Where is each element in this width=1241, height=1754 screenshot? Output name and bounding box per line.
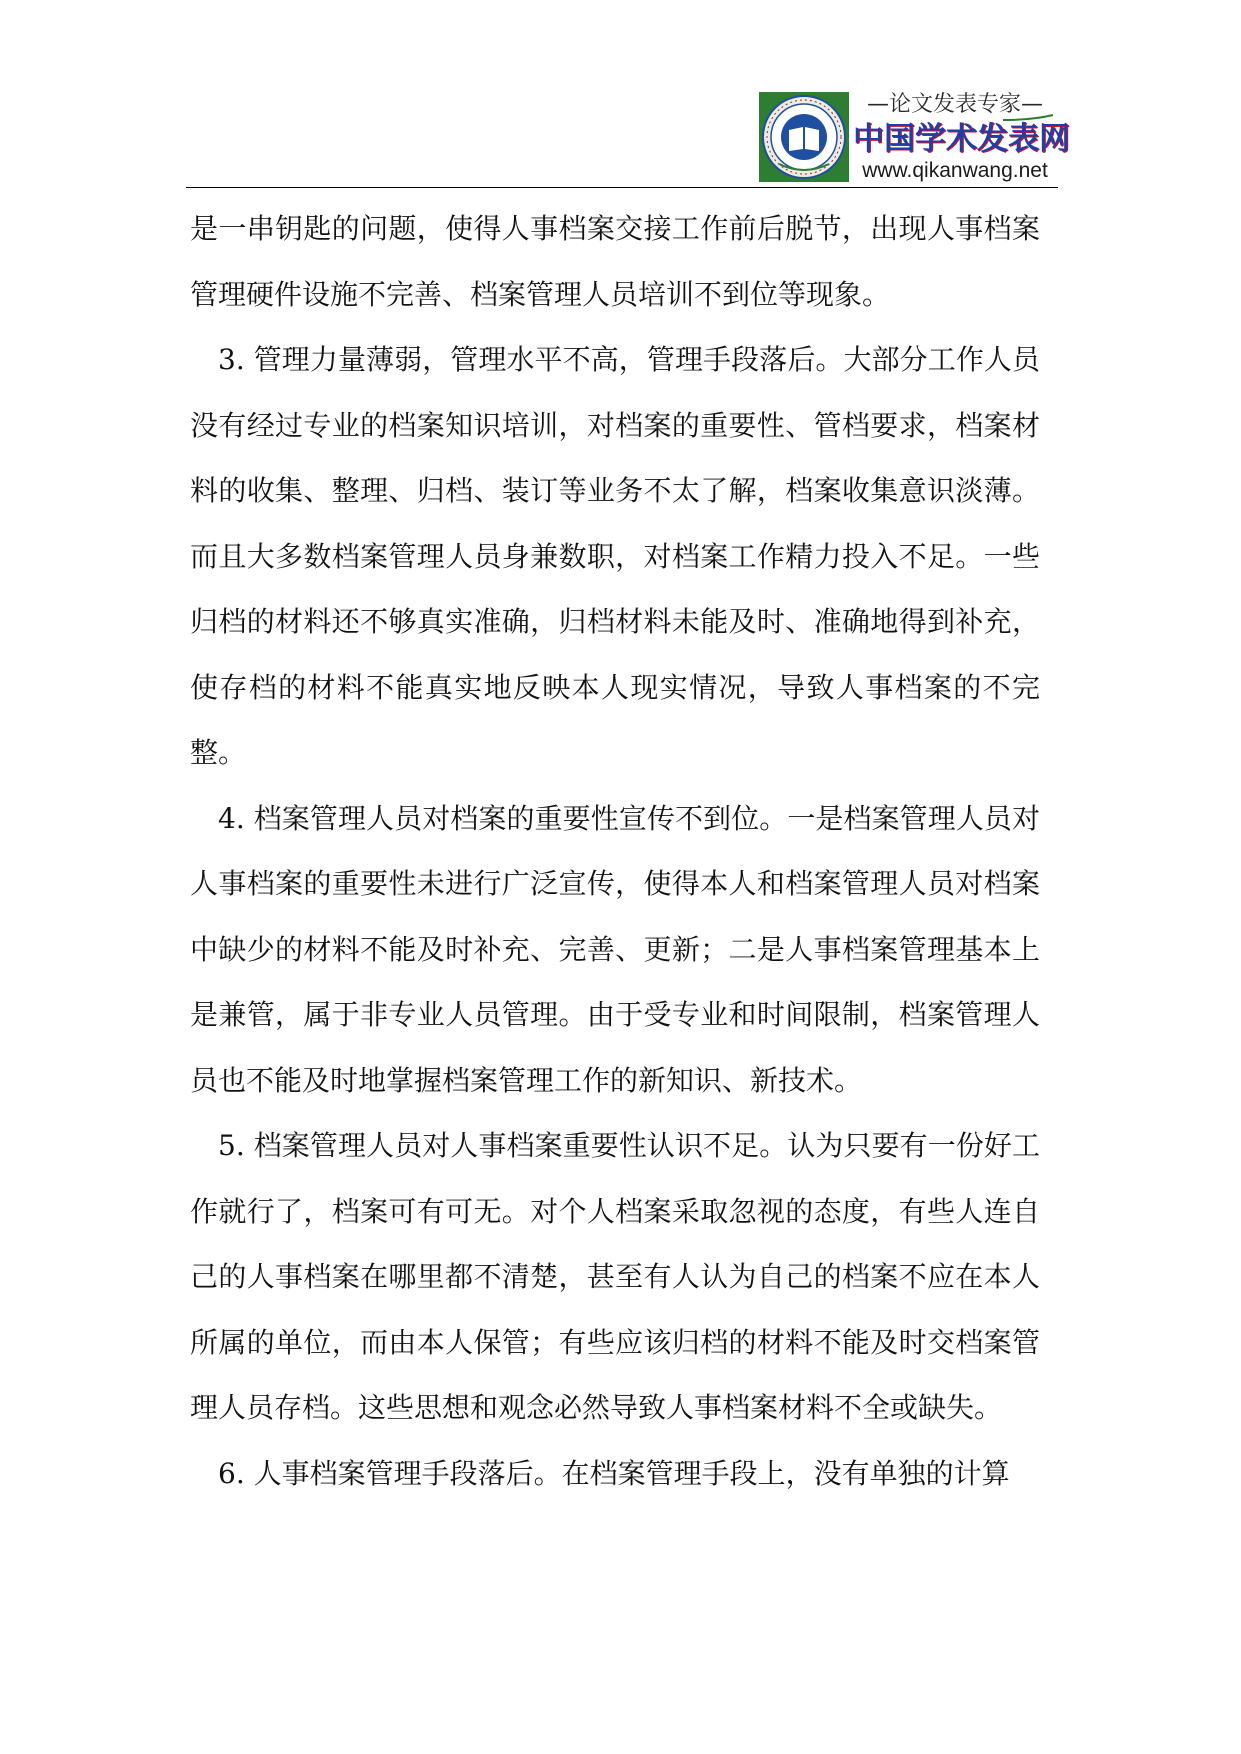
paragraph: 3. 管理力量薄弱，管理水平不高，管理手段落后。大部分工作人员没有经过专业的档案知识培训，对档案的重要性、管档要求，档案材料的收集、整理、归档、装订等业务不太了解，档案收集意识淡薄。而且大多数档案管理人员身兼数职，对档案工作精力投入不足。一些归档的材料还不够真实准确，归档材料未能及时、准确地得到补充，使存档的材料不能真实地反映本人现实情况，导致人事档案的不完整。 [190,343,1040,769]
logo-brand-name: 中国学术发表网 [853,121,1070,157]
header-logo [757,90,1070,186]
body-text [190,196,1040,1506]
logo-text [853,90,1070,186]
logo-url: www.qikanwang.net [862,159,1048,182]
open-book-seal-icon [759,92,849,182]
header-divider [186,187,1058,188]
logo-slogan: —论文发表专家— [866,92,1043,117]
paragraph: 是一串钥匙的问题，使得人事档案交接工作前后脱节，出现人事档案管理硬件设施不完善、档案管理人员培训不到位等现象。 [190,212,1040,311]
paragraph: 6. 人事档案管理手段落后。在档案管理手段上，没有单独的计算 [218,1456,1010,1490]
paragraph: 4. 档案管理人员对档案的重要性宣传不到位。一是档案管理人员对人事档案的重要性未进行广泛宣传，使得本人和档案管理人员对档案中缺少的材料不能及时补充、完善、更新；二是人事档案管理基本上是兼管，属于非专业人员管理。由于受专业和时间限制，档案管理人员也不能及时地掌握档案管理工作的新知识、新技术。 [190,801,1040,1097]
paragraph: 5. 档案管理人员对人事档案重要性认识不足。认为只要有一份好工作就行了，档案可有可无。对个人档案采取忽视的态度，有些人连自己的人事档案在哪里都不清楚，甚至有人认为自己的档案不应在本人所属的单位，而由本人保管；有些应该归档的材料不能及时交档案管理人员存档。这些思想和观念必然导致人事档案材料不全或缺失。 [190,1129,1040,1424]
